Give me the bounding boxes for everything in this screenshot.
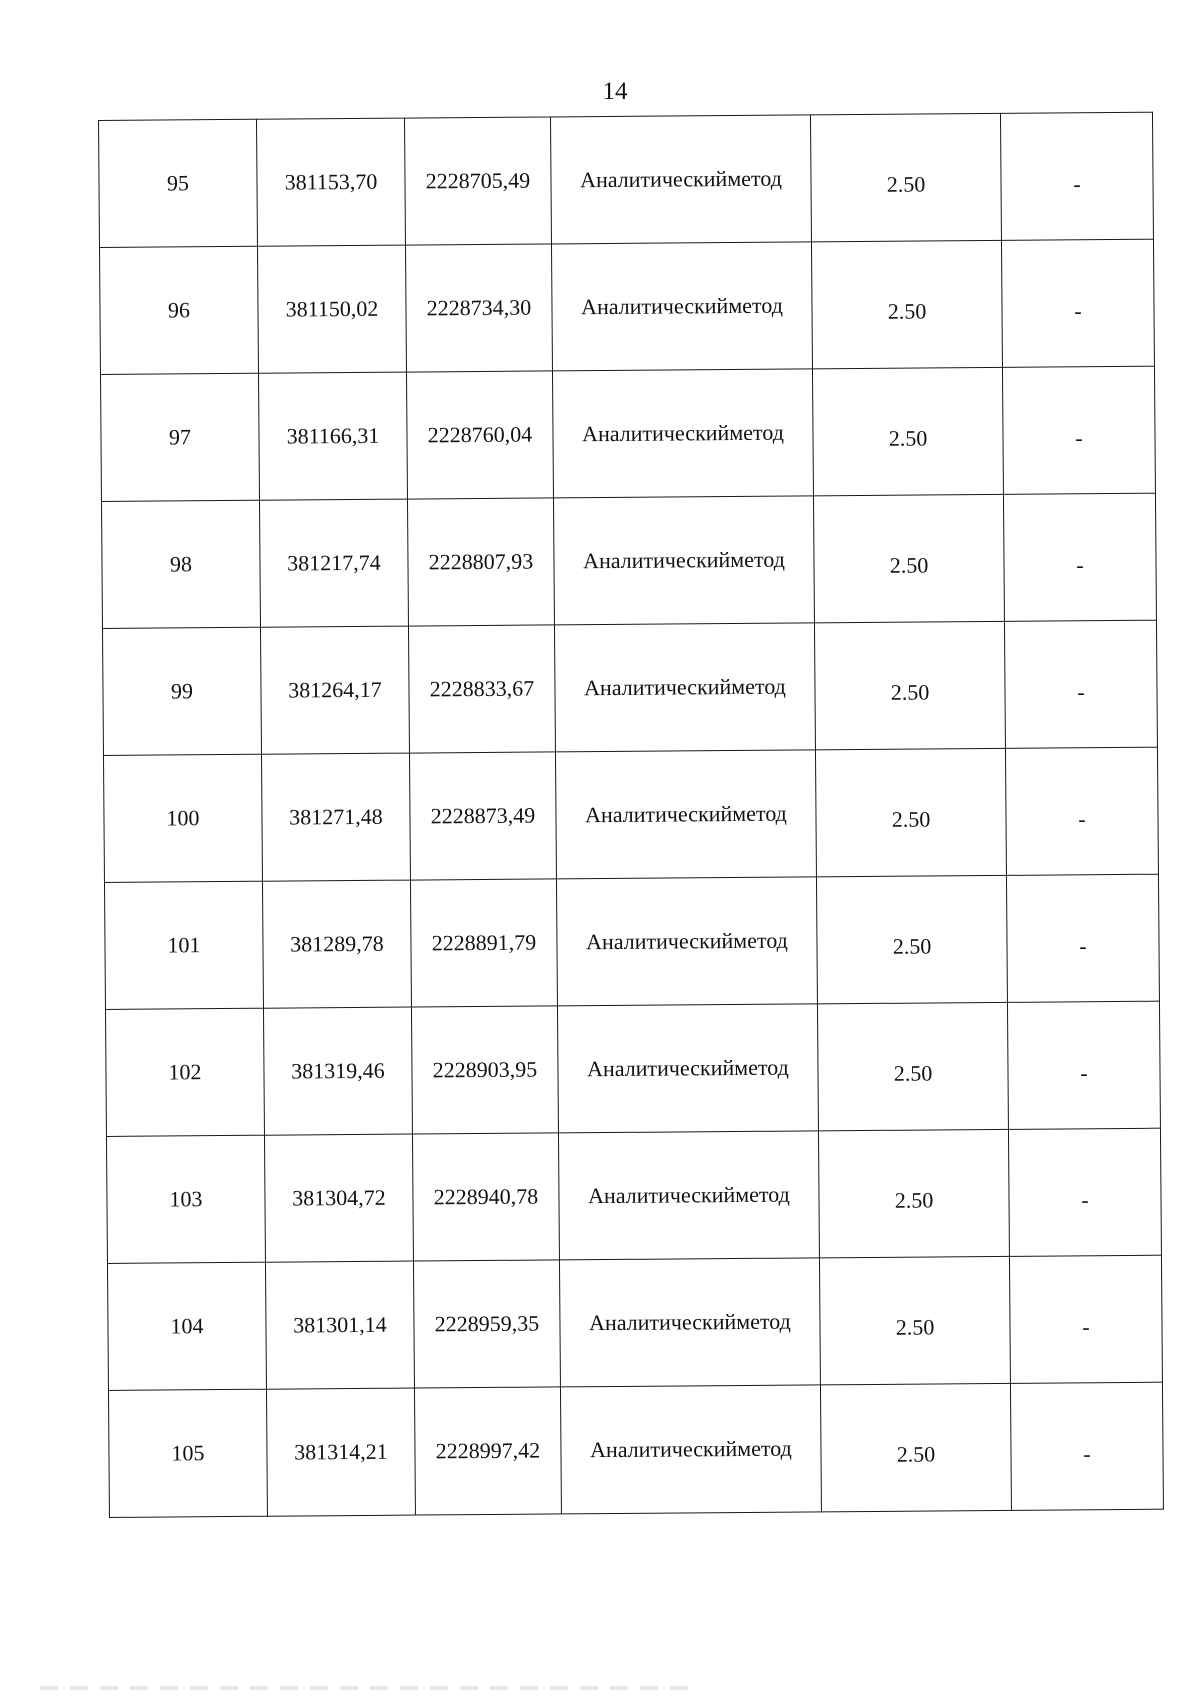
y-coordinate-cell	[411, 1006, 558, 1134]
extra-value: -	[1080, 1060, 1088, 1086]
y-coordinate-value: 2228891,79	[431, 929, 537, 956]
method-cell	[554, 623, 815, 752]
y-coordinate-cell	[407, 498, 554, 626]
extra-cell	[1005, 747, 1158, 875]
accuracy-cell	[812, 367, 1003, 495]
accuracy-cell	[818, 1129, 1009, 1257]
accuracy-cell	[816, 875, 1007, 1003]
y-coordinate-cell	[410, 879, 557, 1007]
method-cell	[557, 1004, 818, 1133]
x-coordinate-value: 381301,14	[293, 1311, 387, 1338]
y-coordinate-cell	[412, 1133, 559, 1261]
method-line-2: метод	[735, 1181, 790, 1208]
y-coordinate-value: 2228940,78	[433, 1183, 539, 1210]
y-coordinate-value: 2228903,95	[432, 1056, 538, 1083]
accuracy-value: 2.50	[894, 1187, 934, 1213]
method-line-2: метод	[731, 673, 786, 700]
accuracy-value: 2.50	[891, 806, 931, 832]
point-number-cell: 101	[104, 881, 263, 1009]
accuracy-cell	[810, 113, 1001, 241]
point-number-cell: 97	[100, 373, 259, 501]
page-number: 14	[602, 78, 628, 105]
x-coordinate-value: 381150,02	[285, 295, 379, 322]
y-coordinate-value: 2228997,42	[435, 1437, 541, 1464]
scan-artifact-line	[40, 1686, 700, 1690]
table-row	[100, 366, 1155, 501]
table-row	[105, 1001, 1160, 1136]
y-coordinate-cell	[406, 371, 553, 499]
accuracy-cell	[815, 748, 1006, 876]
y-coordinate-value: 2228705,49	[425, 167, 531, 194]
point-number-cell: 98	[101, 500, 260, 628]
accuracy-cell	[813, 494, 1004, 622]
extra-cell	[1001, 239, 1154, 367]
method-line-1: Аналитический	[581, 293, 729, 320]
y-coordinate-value: 2228959,35	[434, 1310, 540, 1337]
accuracy-cell	[820, 1383, 1011, 1511]
method-cell	[550, 115, 811, 244]
x-coordinate-value: 381304,72	[292, 1184, 386, 1211]
method-line-1: Аналитический	[585, 801, 733, 828]
y-coordinate-value: 2228760,04	[427, 421, 533, 448]
method-line-2: метод	[733, 927, 788, 954]
x-coordinate-value: 381271,48	[289, 803, 383, 830]
method-line-1: Аналитический	[587, 1055, 735, 1082]
method-line-1: Аналитический	[580, 166, 728, 193]
point-number-cell: 95	[99, 119, 258, 247]
method-line-1: Аналитический	[582, 420, 730, 447]
extra-value: -	[1076, 552, 1084, 578]
extra-cell	[1003, 493, 1156, 621]
x-coordinate-cell	[260, 626, 409, 754]
method-line-1: Аналитический	[586, 928, 734, 955]
extra-value: -	[1073, 171, 1081, 197]
accuracy-value: 2.50	[893, 1060, 933, 1086]
table-row	[104, 874, 1159, 1009]
y-coordinate-cell	[405, 244, 552, 372]
point-number-cell: 102	[105, 1008, 264, 1136]
point-number-cell: 99	[102, 627, 261, 755]
x-coordinate-cell	[259, 499, 408, 627]
method-line-1: Аналитический	[588, 1182, 736, 1209]
table-row	[100, 239, 1155, 374]
accuracy-value: 2.50	[889, 552, 929, 578]
accuracy-value: 2.50	[888, 425, 928, 451]
x-coordinate-value: 381289,78	[290, 930, 384, 957]
method-line-1: Аналитический	[590, 1436, 738, 1463]
x-coordinate-cell	[261, 753, 410, 881]
x-coordinate-value: 381166,31	[286, 422, 380, 449]
extra-cell	[1000, 112, 1153, 240]
table-row	[108, 1382, 1163, 1517]
y-coordinate-value: 2228873,49	[430, 802, 536, 829]
point-number-cell: 103	[106, 1135, 265, 1263]
extra-cell	[1004, 620, 1157, 748]
table-row	[107, 1255, 1162, 1390]
accuracy-value: 2.50	[890, 679, 930, 705]
x-coordinate-cell	[262, 880, 411, 1008]
method-line-2: метод	[736, 1308, 791, 1335]
extra-cell	[1002, 366, 1155, 494]
extra-value: -	[1083, 1441, 1091, 1467]
accuracy-cell	[817, 1002, 1008, 1130]
extra-value: -	[1079, 933, 1087, 959]
y-coordinate-cell	[414, 1387, 561, 1515]
extra-cell	[1009, 1255, 1162, 1383]
table-row	[101, 493, 1156, 628]
extra-value: -	[1081, 1187, 1089, 1213]
method-line-1: Аналитический	[589, 1309, 737, 1336]
method-cell	[559, 1258, 820, 1387]
method-line-1: Аналитический	[583, 547, 731, 574]
method-line-2: метод	[729, 419, 784, 446]
accuracy-value: 2.50	[895, 1314, 935, 1340]
method-line-2: метод	[730, 546, 785, 573]
x-coordinate-cell	[263, 1007, 412, 1135]
method-cell	[552, 369, 813, 498]
extra-value: -	[1078, 806, 1086, 832]
point-number-cell: 104	[107, 1262, 266, 1390]
method-line-2: метод	[727, 165, 782, 192]
extra-value: -	[1077, 679, 1085, 705]
y-coordinate-cell	[408, 625, 555, 753]
x-coordinate-value: 381153,70	[284, 168, 378, 195]
x-coordinate-value: 381319,46	[291, 1057, 385, 1084]
x-coordinate-cell	[256, 118, 405, 246]
accuracy-cell	[814, 621, 1005, 749]
accuracy-cell	[819, 1256, 1010, 1384]
method-cell	[556, 877, 817, 1006]
point-number-cell: 105	[108, 1389, 267, 1517]
x-coordinate-cell	[265, 1261, 414, 1389]
extra-cell	[1010, 1382, 1163, 1510]
accuracy-value: 2.50	[896, 1441, 936, 1467]
method-cell	[553, 496, 814, 625]
accuracy-cell	[811, 240, 1002, 368]
x-coordinate-cell	[258, 372, 407, 500]
x-coordinate-value: 381314,21	[294, 1438, 388, 1465]
method-cell	[560, 1385, 821, 1514]
accuracy-value: 2.50	[887, 298, 927, 324]
y-coordinate-cell	[413, 1260, 560, 1388]
point-number-cell: 100	[103, 754, 262, 882]
y-coordinate-cell	[404, 117, 551, 245]
y-coordinate-value: 2228734,30	[426, 294, 532, 321]
x-coordinate-value: 381264,17	[288, 676, 382, 703]
y-coordinate-cell	[409, 752, 556, 880]
x-coordinate-value: 381217,74	[287, 549, 381, 576]
coordinates-table	[98, 112, 1164, 1518]
y-coordinate-value: 2228807,93	[428, 548, 534, 575]
method-line-2: метод	[737, 1435, 792, 1462]
table-row	[106, 1128, 1161, 1263]
method-line-1: Аналитический	[584, 674, 732, 701]
extra-value: -	[1082, 1314, 1090, 1340]
extra-value: -	[1074, 298, 1082, 324]
table-row	[103, 747, 1158, 882]
extra-value: -	[1075, 425, 1083, 451]
extra-cell	[1006, 874, 1159, 1002]
accuracy-value: 2.50	[886, 171, 926, 197]
point-number-cell: 96	[100, 246, 259, 374]
x-coordinate-cell	[264, 1134, 413, 1262]
method-line-2: метод	[732, 800, 787, 827]
method-line-2: метод	[734, 1054, 789, 1081]
x-coordinate-cell	[257, 245, 406, 373]
method-cell	[551, 242, 812, 371]
method-cell	[555, 750, 816, 879]
extra-cell	[1008, 1128, 1161, 1256]
table-row	[99, 112, 1154, 247]
coordinates-table-body	[99, 112, 1164, 1517]
extra-cell	[1007, 1001, 1160, 1129]
accuracy-value: 2.50	[892, 933, 932, 959]
method-cell	[558, 1131, 819, 1260]
y-coordinate-value: 2228833,67	[429, 675, 535, 702]
x-coordinate-cell	[266, 1388, 415, 1516]
method-line-2: метод	[728, 292, 783, 319]
table-row	[102, 620, 1157, 755]
